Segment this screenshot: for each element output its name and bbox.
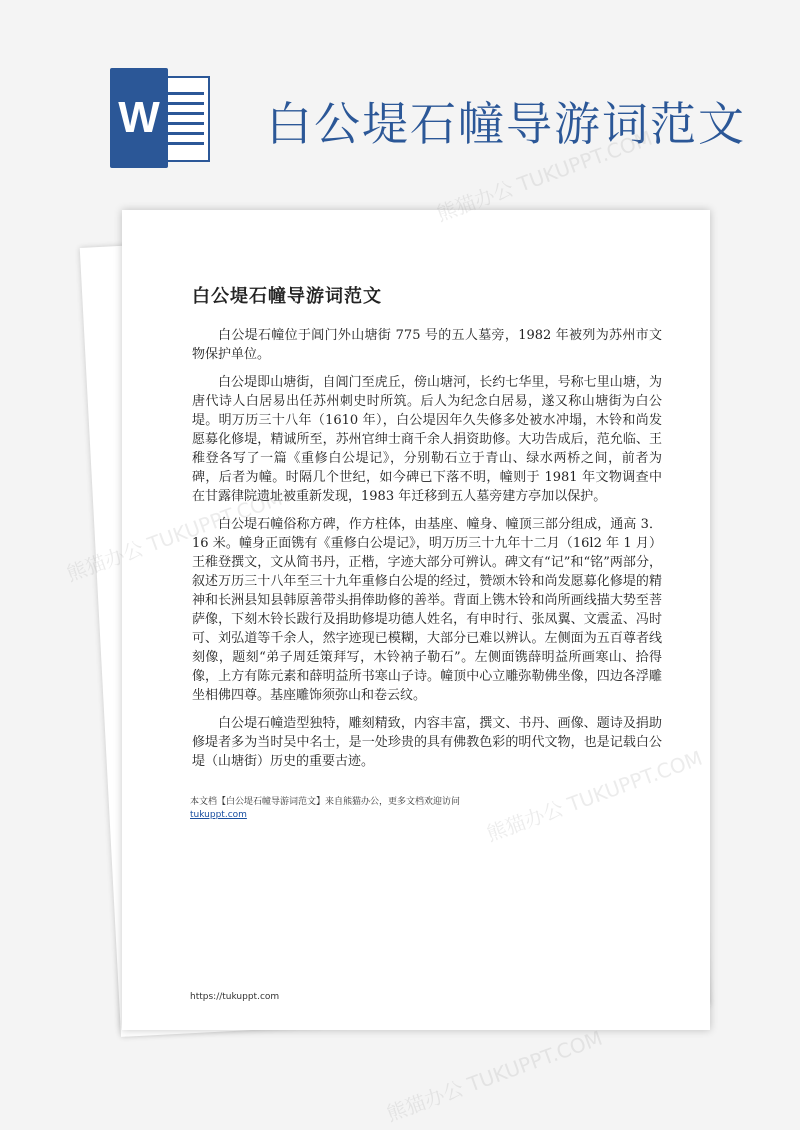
word-icon: [110, 68, 215, 168]
watermark: 熊猫办公 TUKUPPT.COM: [433, 125, 656, 227]
document-body: [192, 326, 662, 780]
footer-note-text: 本文档【白公堤石幢导游词范文】来自熊猫办公，更多文档欢迎访问: [190, 797, 461, 807]
watermark: 熊猫办公 TUKUPPT.COM: [383, 1025, 606, 1127]
document-title: 白公堤石幢导游词范文: [192, 286, 382, 307]
paragraph-4: 白公堤石幢造型独特，雕刻精致，内容丰富，撰文、书丹、画像、题诗及捐助修堤者多为当时吴中名士，是一处珍贵的具有佛教色彩的明代文物，也是记载白公堤（山塘街）历史的重要古迹。: [192, 716, 662, 769]
footer-note: [190, 796, 660, 822]
paragraph-1: 白公堤石幢位于阊门外山塘街 775 号的五人墓旁，1982 年被列为苏州市文物保护单位。: [192, 328, 662, 362]
header-title: 白公堤石幢导游词范文: [266, 97, 746, 151]
word-letter-badge: W: [110, 68, 168, 168]
paragraph-3: 白公堤石幢俗称方碑，作方柱体，由基座、幢身、幢顶三部分组成，通高 3．16 米。幢身正面镌有《重修白公堤记》，明万历三十九年十二月（16l2 年 1 月）王稚登撰文，文从简书丹，正楷，字迹大部分可辨认。碑文有“记”和“铭”两部分，叙述万历三十八年至三十九年重修白公堤的经过，赞颂木铃和尚发愿募化修堤的精神和长洲县知县韩原善带头捐俸助修的善举。背面上镌木铃和尚所画线描大势至菩萨像，下刻木铃长跋行及捐助修堤功德人姓名，有申时行、张凤翼、文震孟、冯时可、刘弘道等千余人，然字迹现已模糊，大部分已难以辨认。左侧面为五百尊者线刻像，题刻“弟子周廷策拜写，木铃衲子勒石”。左侧面镌薛明益所画寒山、拾得像，上方有陈元素和薛明益所书寒山子诗。幢顶中心立雕弥勒佛坐像，四边各浮雕坐相佛四尊。基座雕饰须弥山和卷云纹。: [192, 517, 662, 703]
paragraph-2: 白公堤即山塘街，自阊门至虎丘，傍山塘河，长约七华里，号称七里山塘，为唐代诗人白居易出任苏州刺史时所筑。后人为纪念白居易，遂又称山塘街为白公堤。明万历三十八年（1610 年），白公堤因年久失修多处被水冲塌，木铃和尚发愿募化修堤，精诚所至，苏州官绅士商千余人捐资助修。大功告成后，范允临、王稚登各写了一篇《重修白公堤记》，分别勒石立于青山、绿水两桥之间，前者为碑，后者为幢。时隔几个世纪，如今碑已下落不明，幢则于 1981 年文物调查中在甘露律院遗址被重新发现，1983 年迁移到五人墓旁建方亭加以保护。: [192, 375, 662, 504]
footer-link[interactable]: tukuppt.com: [190, 810, 247, 820]
header: [0, 0, 800, 200]
document-page: [122, 210, 710, 1030]
bottom-url[interactable]: https://tukuppt.com: [190, 992, 280, 1002]
